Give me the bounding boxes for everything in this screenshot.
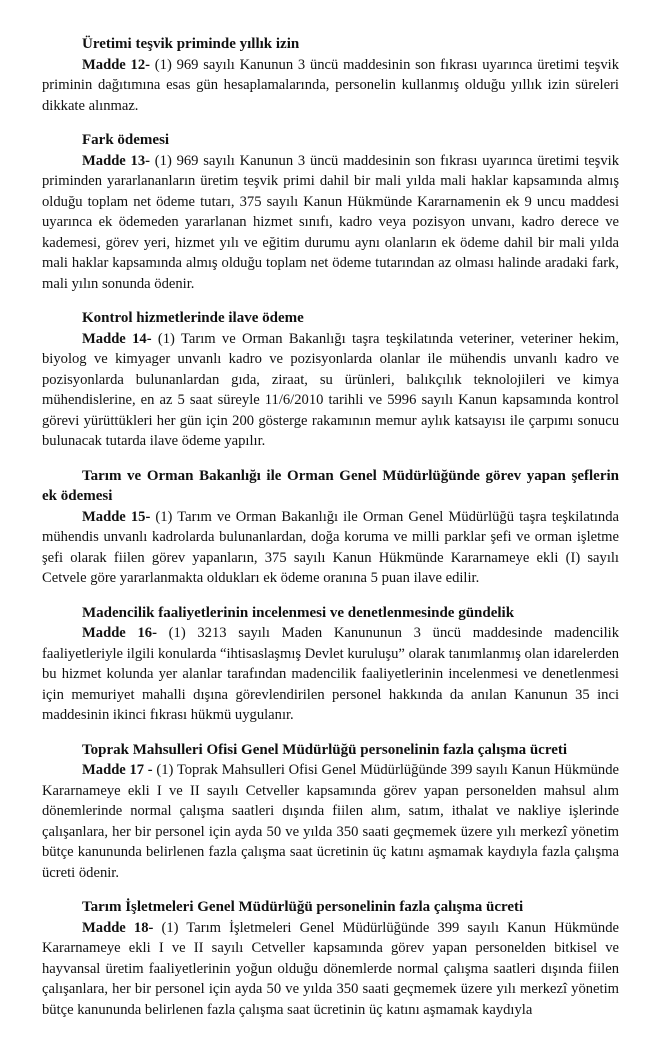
article-paragraph [42,55,619,117]
article-15 [42,466,619,589]
article-18 [42,897,619,1020]
document-page [42,34,619,1034]
article-number: Madde 14- [82,330,152,347]
article-16 [42,603,619,726]
article-heading: Üretimi teşvik priminde yıllık izin [82,36,300,52]
article-text: (1) Tarım ve Orman Bakanlığı ile Orman Genel Müdürlüğü taşra teşkilatında mühendis unvanlı kadrolarda bulunanlardan, doğa koruma ve milli parklar şefi ve orman işletme şefi olarak fiilen görev yapanların, 375 sayılı Kanun Hükmünde Kararnameye ekli (I) sayılı Cetvele göre yararlanmakta oldukları ek ödeme oranına 5 puan ilave edilir. [42,508,619,586]
article-text: (1) 969 sayılı Kanunun 3 üncü maddesinin son fıkrası uyarınca üretimi teşvik priminden yararlananların üretim teşvik primi dahil bir mali yılda mali haklar kapsamında almış olduğu toplam net ödeme tutarı, 375 sayılı Kanun Hükmünde Kararnamenin ek 9 uncu maddesi uyarınca ek ödemeden yararlanan hizmet sınıfı, kadro veya pozisyon unvanı, kadro derece ve kademesi, görev yeri, hizmet yılı ve eğitim durumu aynı olanların ek ödeme dahil bir mali yılda mali haklar kapsamında almış olduğu toplam net ödeme tutarından az olması halinde aradaki fark, mali yılın sonunda ödenir. [42,152,619,292]
article-heading: Fark ödemesi [82,132,170,148]
article-paragraph [42,760,619,883]
article-text: (1) 3213 sayılı Maden Kanununun 3 üncü maddesinde madencilik faaliyetleriyle ilgili konularda “ihtisaslaşmış Devlet kuruluşu” olarak tanımlanmış olan idarelerden bu hizmet kolunda yer alanlar tarafından madencilik faaliyetlerinin incelenmesi ve denetlenmesi için memuriyet mahalli dışına görevlendirilen personel hakkında da anılan Kanunun 35 inci maddesinin ikinci fıkrası hükmü uygulanır. [42,625,619,723]
article-14 [42,308,619,452]
article-paragraph [42,918,619,1021]
article-13 [42,130,619,294]
article-12 [42,34,619,116]
article-17 [42,740,619,884]
article-heading: Madencilik faaliyetlerinin incelenmesi ve denetlenmesinde gündelik [82,604,515,621]
article-number: Madde 12- [82,56,151,73]
article-text: (1) Tarım İşletmeleri Genel Müdürlüğünde 399 sayılı Kanun Hükmünde Kararnameye ekli I ve II sayılı Cetveller kapsamında görev yapan personelden bitkisel ve hayvansal üretim faaliyetlerinin yoğun olduğu dönemlerde normal çalışma saatleri dışında fiilen çalışanlara, her bir personel için ayda 50 ve yılda 350 saati geçmemek üzere yılı merkezî yönetim bütçe kanununda belirlenen fazla çalışma saat ücretinin üç katını aşmamak kaydıyla [42,919,620,1018]
article-number: Madde 13- [82,152,151,169]
article-number: Madde 17 - [82,762,153,778]
article-text: (1) Tarım ve Orman Bakanlığı taşra teşkilatında veteriner, veteriner hekim, biyolog ve kimyager unvanlı kadro ve pozisyonlarda olanlar ile mühendis unvanlı kadro ve pozisyonlarda bulunanlardan gıda, ziraat, su ürünleri, balıkçılık teknolojileri ve kimya mühendislerine, en az 5 saat süreyle 11/6/2010 tarihli ve 5996 sayılı Kanun kapsamında kontrol görevi yürüttükleri her gün için 200 gösterge rakamının memur aylık katsayısı ile çarpımı sonucu bulunacak tutarda ilave ödeme yapılır. [42,330,619,449]
article-heading: Kontrol hizmetlerinde ilave ödeme [82,310,304,326]
article-number: Madde 16- [82,625,157,641]
article-paragraph [42,623,619,726]
article-paragraph [42,507,619,589]
article-heading: Tarım İşletmeleri Genel Müdürlüğü personelinin fazla çalışma ücreti [82,899,524,915]
article-paragraph [42,151,619,295]
article-heading: Toprak Mahsulleri Ofisi Genel Müdürlüğü personelinin fazla çalışma ücreti [82,741,568,758]
article-number: Madde 18- [82,919,154,936]
article-heading: Tarım ve Orman Bakanlığı ile Orman Genel Müdürlüğünde görev yapan şeflerin ek ödemesi [42,467,619,504]
article-paragraph [42,329,619,452]
article-number: Madde 15- [82,508,151,525]
article-text: (1) Toprak Mahsulleri Ofisi Genel Müdürlüğünde 399 sayılı Kanun Hükmünde Kararnameye ekli I ve II sayılı Cetveller kapsamında görev yapan personelden mahsul alım dönemlerinde normal çalışma saatleri dışında fiilen alım, satım, ithalat ve nakliye işlerinde çalışanlara, her bir personel için ayda 50 ve yılda 350 saati geçmemek üzere yılı merkezî yönetim bütçe kanununda belirlenen fazla çalışma saat ücretinin üç katını aşmamak kaydıyla fazla çalışma ücreti ödenir. [42,762,619,881]
article-text: (1) 969 sayılı Kanunun 3 üncü maddesinin son fıkrası uyarınca üretimi teşvik priminin dağıtımına esas gün hesaplamalarında, personelin kullanmış olduğu yıllık izin süreleri dikkate alınmaz. [42,56,619,114]
